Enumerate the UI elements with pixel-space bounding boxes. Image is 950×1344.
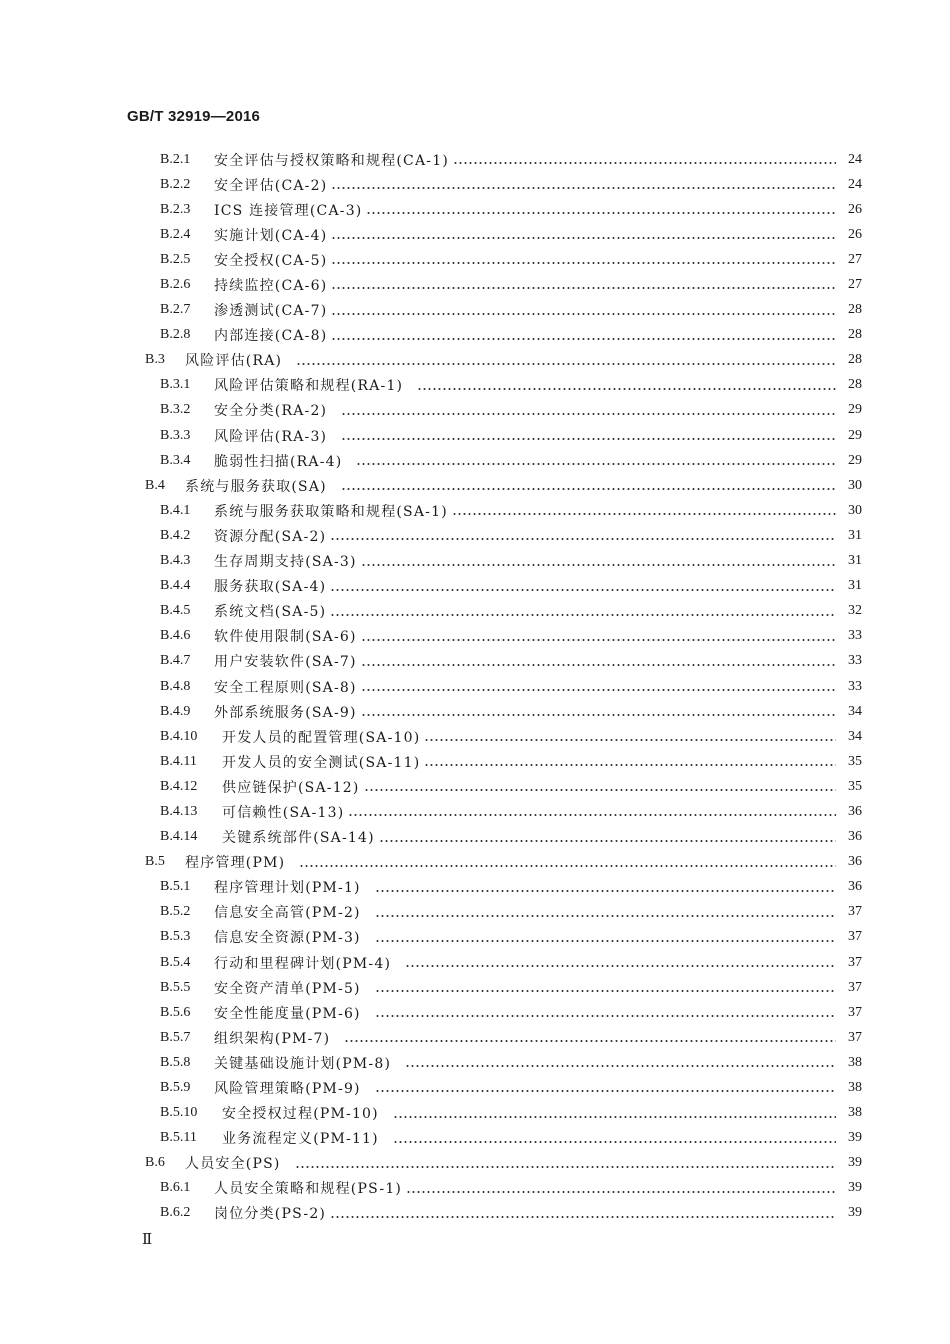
toc-entry-line xyxy=(160,749,862,774)
toc-leader-dots xyxy=(330,599,836,624)
toc-leader-dots xyxy=(330,523,836,548)
toc-entry-page: 38 xyxy=(848,1054,862,1070)
toc-entry[interactable] xyxy=(0,373,950,398)
toc-entry-number: B.4.6 xyxy=(160,628,191,644)
toc-entry-title: 信息安全高管(PM-2) xyxy=(214,905,361,922)
toc-entry-page: 29 xyxy=(848,452,862,468)
toc-entry-line xyxy=(160,147,862,172)
toc-entry-number: B.4.14 xyxy=(160,829,198,845)
toc-entry-number: B.6 xyxy=(145,1155,165,1171)
toc-entry-page: 24 xyxy=(848,176,862,192)
toc-entry-line xyxy=(145,348,862,373)
toc-entry-title: 服务获取(SA-4) xyxy=(214,579,327,596)
toc-leader-dots xyxy=(331,298,836,323)
toc-entry[interactable] xyxy=(0,724,950,749)
table-of-contents xyxy=(0,147,950,1226)
toc-entry-title: 风险评估策略和规程(RA-1) xyxy=(214,378,404,395)
toc-entry-line xyxy=(160,1201,862,1226)
toc-entry-title: 业务流程定义(PM-11) xyxy=(222,1131,379,1148)
toc-entry-title: 软件使用限制(SA-6) xyxy=(214,629,357,646)
toc-entry-line xyxy=(160,1101,862,1126)
toc-entry[interactable] xyxy=(0,498,950,523)
toc-entry-title: 程序管理(PM) xyxy=(185,855,286,872)
toc-leader-dots xyxy=(393,1101,836,1126)
toc-entry[interactable] xyxy=(0,448,950,473)
toc-entry-line xyxy=(160,975,862,1000)
toc-entry[interactable] xyxy=(0,925,950,950)
toc-leader-dots xyxy=(348,799,836,824)
toc-entry-page: 38 xyxy=(848,1080,862,1096)
toc-entry[interactable] xyxy=(0,1050,950,1075)
toc-entry-number: B.4.7 xyxy=(160,653,191,669)
toc-entry-line xyxy=(160,674,862,699)
toc-entry-page: 28 xyxy=(848,377,862,393)
toc-entry-page: 37 xyxy=(848,979,862,995)
toc-leader-dots xyxy=(364,774,836,799)
toc-entry-page: 37 xyxy=(848,1029,862,1045)
toc-leader-dots xyxy=(424,724,836,749)
toc-entry-title: 行动和里程碑计划(PM-4) xyxy=(214,955,392,972)
toc-entry-page: 35 xyxy=(848,778,862,794)
toc-entry-title: 人员安全策略和规程(PS-1) xyxy=(214,1181,403,1198)
toc-entry[interactable] xyxy=(0,825,950,850)
toc-entry-title: 安全分类(RA-2) xyxy=(214,403,328,420)
toc-entry-number: B.2.4 xyxy=(160,226,191,242)
toc-leader-dots xyxy=(344,1025,836,1050)
toc-entry-line xyxy=(160,599,862,624)
toc-entry-title: 风险管理策略(PM-9) xyxy=(214,1081,361,1098)
toc-entry[interactable] xyxy=(0,774,950,799)
toc-entry[interactable] xyxy=(0,298,950,323)
toc-entry-page: 37 xyxy=(848,954,862,970)
toc-entry-title: 开发人员的安全测试(SA-11) xyxy=(222,754,421,771)
toc-entry-line xyxy=(160,1176,862,1201)
toc-entry-line xyxy=(160,1126,862,1151)
toc-leader-dots xyxy=(393,1126,836,1151)
toc-entry[interactable] xyxy=(0,549,950,574)
toc-entry-title: 安全评估(CA-2) xyxy=(214,177,328,194)
toc-entry-title: 组织架构(PM-7) xyxy=(214,1030,331,1047)
toc-entry-line xyxy=(160,272,862,297)
toc-entry[interactable] xyxy=(0,272,950,297)
toc-entry-line xyxy=(160,950,862,975)
toc-entry-title: 外部系统服务(SA-9) xyxy=(214,704,357,721)
toc-entry-title: 用户安装软件(SA-7) xyxy=(214,654,357,671)
toc-entry-page: 33 xyxy=(848,628,862,644)
toc-entry-number: B.6.1 xyxy=(160,1180,191,1196)
toc-entry-number: B.4.11 xyxy=(160,753,197,769)
toc-entry-title: 关键基础设施计划(PM-8) xyxy=(214,1055,392,1072)
toc-entry-page: 27 xyxy=(848,251,862,267)
toc-entry[interactable] xyxy=(0,599,950,624)
toc-entry-page: 39 xyxy=(848,1130,862,1146)
toc-entry-title: 安全评估与授权策略和规程(CA-1) xyxy=(214,152,449,169)
toc-entry-page: 28 xyxy=(848,352,862,368)
toc-entry-line xyxy=(160,1000,862,1025)
toc-leader-dots xyxy=(295,1151,836,1176)
toc-entry-page: 34 xyxy=(848,728,862,744)
toc-entry[interactable] xyxy=(0,423,950,448)
toc-leader-dots xyxy=(331,222,836,247)
toc-entry-title: 安全性能度量(PM-6) xyxy=(214,1005,361,1022)
toc-entry-line xyxy=(160,925,862,950)
toc-entry-line xyxy=(160,523,862,548)
toc-entry-page: 36 xyxy=(848,803,862,819)
toc-entry[interactable] xyxy=(0,398,950,423)
toc-entry-number: B.5.5 xyxy=(160,979,191,995)
toc-leader-dots xyxy=(379,825,836,850)
toc-entry-page: 37 xyxy=(848,1004,862,1020)
toc-entry-title: 渗透测试(CA-7) xyxy=(214,303,328,320)
toc-leader-dots xyxy=(331,172,836,197)
toc-entry-page: 39 xyxy=(848,1205,862,1221)
toc-leader-dots xyxy=(330,574,836,599)
toc-entry-line xyxy=(160,1050,862,1075)
toc-entry-line xyxy=(160,448,862,473)
toc-entry-number: B.3.2 xyxy=(160,402,191,418)
toc-entry-number: B.2.3 xyxy=(160,201,191,217)
toc-entry-page: 26 xyxy=(848,201,862,217)
toc-entry-number: B.4.2 xyxy=(160,527,191,543)
toc-entry-line xyxy=(160,323,862,348)
toc-entry-number: B.4.8 xyxy=(160,678,191,694)
toc-entry[interactable] xyxy=(0,222,950,247)
toc-entry-page: 30 xyxy=(848,477,862,493)
toc-leader-dots xyxy=(361,699,836,724)
toc-entry-number: B.2.6 xyxy=(160,277,191,293)
toc-entry-number: B.5.2 xyxy=(160,904,191,920)
toc-leader-dots xyxy=(406,1176,836,1201)
toc-entry-title: 供应链保护(SA-12) xyxy=(222,779,360,796)
toc-entry-title: 程序管理计划(PM-1) xyxy=(214,880,361,897)
toc-entry-number: B.4.13 xyxy=(160,803,198,819)
toc-leader-dots xyxy=(375,900,836,925)
toc-entry-title: 人员安全(PS) xyxy=(185,1156,281,1173)
toc-entry-title: 生存周期支持(SA-3) xyxy=(214,554,357,571)
toc-entry[interactable] xyxy=(0,1000,950,1025)
toc-entry[interactable] xyxy=(0,523,950,548)
toc-leader-dots xyxy=(341,423,836,448)
toc-entry[interactable] xyxy=(0,473,950,498)
toc-entry[interactable] xyxy=(0,348,950,373)
toc-entry-page: 36 xyxy=(848,829,862,845)
toc-entry[interactable] xyxy=(0,1101,950,1126)
toc-entry-page: 26 xyxy=(848,226,862,242)
toc-entry-number: B.5.8 xyxy=(160,1054,191,1070)
toc-entry-line xyxy=(160,724,862,749)
toc-entry-title: 信息安全资源(PM-3) xyxy=(214,930,361,947)
toc-entry-page: 30 xyxy=(848,502,862,518)
toc-leader-dots xyxy=(375,1075,836,1100)
toc-entry[interactable] xyxy=(0,1025,950,1050)
toc-entry-title: 系统与服务获取策略和规程(SA-1) xyxy=(214,503,448,520)
document-code: GB/T 32919—2016 xyxy=(127,108,261,125)
toc-entry[interactable] xyxy=(0,1151,950,1176)
toc-leader-dots xyxy=(361,549,836,574)
toc-leader-dots xyxy=(341,398,836,423)
toc-entry-number: B.3 xyxy=(145,352,165,368)
toc-entry-title: 风险评估(RA-3) xyxy=(214,428,328,445)
toc-leader-dots xyxy=(375,1000,836,1025)
toc-leader-dots xyxy=(375,875,836,900)
toc-entry-line xyxy=(160,172,862,197)
toc-entry-number: B.4.10 xyxy=(160,728,198,744)
toc-entry-page: 37 xyxy=(848,929,862,945)
toc-entry-page: 39 xyxy=(848,1155,862,1171)
toc-entry-page: 38 xyxy=(848,1105,862,1121)
toc-entry-number: B.2.8 xyxy=(160,327,191,343)
toc-leader-dots xyxy=(330,1201,836,1226)
toc-leader-dots xyxy=(417,373,836,398)
toc-entry-number: B.5.11 xyxy=(160,1130,197,1146)
toc-entry-line xyxy=(160,247,862,272)
toc-entry[interactable] xyxy=(0,799,950,824)
toc-entry-number: B.4 xyxy=(145,477,165,493)
toc-entry-line xyxy=(160,574,862,599)
toc-entry-number: B.2.7 xyxy=(160,302,191,318)
toc-entry[interactable] xyxy=(0,649,950,674)
toc-entry-line xyxy=(160,373,862,398)
toc-entry-line xyxy=(160,197,862,222)
toc-entry-line xyxy=(145,850,862,875)
toc-entry-title: 系统与服务获取(SA) xyxy=(185,478,327,495)
toc-entry-page: 34 xyxy=(848,703,862,719)
toc-entry-line xyxy=(160,298,862,323)
toc-entry-number: B.4.1 xyxy=(160,502,191,518)
toc-entry-page: 31 xyxy=(848,553,862,569)
toc-entry-title: 关键系统部件(SA-14) xyxy=(222,830,375,847)
toc-entry-number: B.5.9 xyxy=(160,1080,191,1096)
toc-leader-dots xyxy=(375,925,836,950)
toc-entry-title: 风险评估(RA) xyxy=(185,353,283,370)
toc-entry-title: 脆弱性扫描(RA-4) xyxy=(214,453,343,470)
toc-leader-dots xyxy=(361,649,836,674)
toc-entry-number: B.2.1 xyxy=(160,151,191,167)
toc-entry-title: 安全工程原则(SA-8) xyxy=(214,679,357,696)
toc-leader-dots xyxy=(299,850,836,875)
toc-entry[interactable] xyxy=(0,1201,950,1226)
toc-entry[interactable] xyxy=(0,1075,950,1100)
toc-entry-title: 开发人员的配置管理(SA-10) xyxy=(222,729,421,746)
toc-entry-line xyxy=(160,825,862,850)
toc-entry-line xyxy=(160,900,862,925)
toc-entry-page: 31 xyxy=(848,578,862,594)
toc-entry-title: 可信赖性(SA-13) xyxy=(222,804,345,821)
toc-entry-page: 31 xyxy=(848,527,862,543)
toc-entry[interactable] xyxy=(0,975,950,1000)
toc-entry-line xyxy=(160,1075,862,1100)
toc-entry-line xyxy=(160,799,862,824)
toc-entry[interactable] xyxy=(0,323,950,348)
toc-entry[interactable] xyxy=(0,699,950,724)
toc-leader-dots xyxy=(361,624,836,649)
toc-entry-number: B.4.9 xyxy=(160,703,191,719)
toc-leader-dots xyxy=(366,197,836,222)
toc-entry-number: B.5.6 xyxy=(160,1004,191,1020)
toc-leader-dots xyxy=(453,147,836,172)
toc-entry-number: B.5.1 xyxy=(160,879,191,895)
toc-entry[interactable] xyxy=(0,247,950,272)
toc-leader-dots xyxy=(341,473,836,498)
toc-entry-page: 33 xyxy=(848,653,862,669)
toc-entry[interactable] xyxy=(0,1176,950,1201)
toc-entry[interactable] xyxy=(0,624,950,649)
toc-entry-number: B.3.3 xyxy=(160,427,191,443)
toc-entry-number: B.4.12 xyxy=(160,778,198,794)
toc-entry-page: 36 xyxy=(848,854,862,870)
toc-entry[interactable] xyxy=(0,674,950,699)
toc-entry-page: 35 xyxy=(848,753,862,769)
toc-entry-line xyxy=(160,1025,862,1050)
toc-entry-number: B.6.2 xyxy=(160,1205,191,1221)
toc-entry-line xyxy=(160,624,862,649)
toc-entry-title: 安全授权(CA-5) xyxy=(214,252,328,269)
toc-entry[interactable] xyxy=(0,950,950,975)
toc-entry-title: 实施计划(CA-4) xyxy=(214,227,328,244)
toc-entry-title: 资源分配(SA-2) xyxy=(214,528,327,545)
toc-entry-page: 39 xyxy=(848,1180,862,1196)
toc-entry-title: 内部连接(CA-8) xyxy=(214,328,328,345)
toc-entry-number: B.4.3 xyxy=(160,553,191,569)
toc-entry[interactable] xyxy=(0,147,950,172)
toc-entry[interactable] xyxy=(0,197,950,222)
toc-entry-page: 28 xyxy=(848,302,862,318)
toc-entry-page: 28 xyxy=(848,327,862,343)
toc-entry-line xyxy=(160,423,862,448)
toc-leader-dots xyxy=(296,348,836,373)
toc-entry-page: 27 xyxy=(848,277,862,293)
toc-entry[interactable] xyxy=(0,875,950,900)
toc-entry-title: 安全授权过程(PM-10) xyxy=(222,1106,379,1123)
toc-entry-line xyxy=(160,774,862,799)
toc-leader-dots xyxy=(375,975,836,1000)
toc-entry[interactable] xyxy=(0,172,950,197)
toc-entry-number: B.2.5 xyxy=(160,251,191,267)
toc-entry-page: 32 xyxy=(848,603,862,619)
toc-entry[interactable] xyxy=(0,1126,950,1151)
toc-entry-number: B.3.1 xyxy=(160,377,191,393)
toc-leader-dots xyxy=(452,498,836,523)
toc-entry-title: 安全资产清单(PM-5) xyxy=(214,980,361,997)
toc-leader-dots xyxy=(424,749,836,774)
toc-entry-number: B.5.4 xyxy=(160,954,191,970)
toc-entry-line xyxy=(160,699,862,724)
toc-entry[interactable] xyxy=(0,749,950,774)
toc-entry-page: 24 xyxy=(848,151,862,167)
toc-entry[interactable] xyxy=(0,574,950,599)
toc-entry-line xyxy=(145,473,862,498)
toc-entry-number: B.5.3 xyxy=(160,929,191,945)
toc-entry-number: B.4.4 xyxy=(160,578,191,594)
toc-entry[interactable] xyxy=(0,900,950,925)
toc-leader-dots xyxy=(331,323,836,348)
toc-leader-dots xyxy=(405,1050,836,1075)
toc-entry-number: B.5.7 xyxy=(160,1029,191,1045)
toc-entry-line xyxy=(160,549,862,574)
toc-entry-page: 29 xyxy=(848,427,862,443)
toc-entry-page: 37 xyxy=(848,904,862,920)
toc-entry-page: 29 xyxy=(848,402,862,418)
toc-entry-title: 系统文档(SA-5) xyxy=(214,604,327,621)
toc-entry-number: B.3.4 xyxy=(160,452,191,468)
toc-leader-dots xyxy=(331,247,836,272)
toc-leader-dots xyxy=(405,950,836,975)
toc-entry-line xyxy=(160,875,862,900)
toc-leader-dots xyxy=(356,448,836,473)
page-number: Ⅱ xyxy=(142,1232,153,1248)
toc-entry-line xyxy=(160,222,862,247)
toc-entry-number: B.4.5 xyxy=(160,603,191,619)
toc-entry-number: B.5 xyxy=(145,854,165,870)
toc-entry-line xyxy=(160,649,862,674)
toc-entry-number: B.2.2 xyxy=(160,176,191,192)
toc-entry-page: 36 xyxy=(848,879,862,895)
toc-leader-dots xyxy=(331,272,836,297)
toc-entry-title: 持续监控(CA-6) xyxy=(214,278,328,295)
toc-entry-title: 岗位分类(PS-2) xyxy=(214,1206,327,1223)
toc-entry[interactable] xyxy=(0,850,950,875)
toc-leader-dots xyxy=(361,674,836,699)
toc-entry-line xyxy=(145,1151,862,1176)
toc-entry-number: B.5.10 xyxy=(160,1105,198,1121)
toc-entry-page: 33 xyxy=(848,678,862,694)
toc-entry-title: ICS 连接管理(CA-3) xyxy=(214,202,363,219)
toc-entry-line xyxy=(160,498,862,523)
toc-entry-line xyxy=(160,398,862,423)
